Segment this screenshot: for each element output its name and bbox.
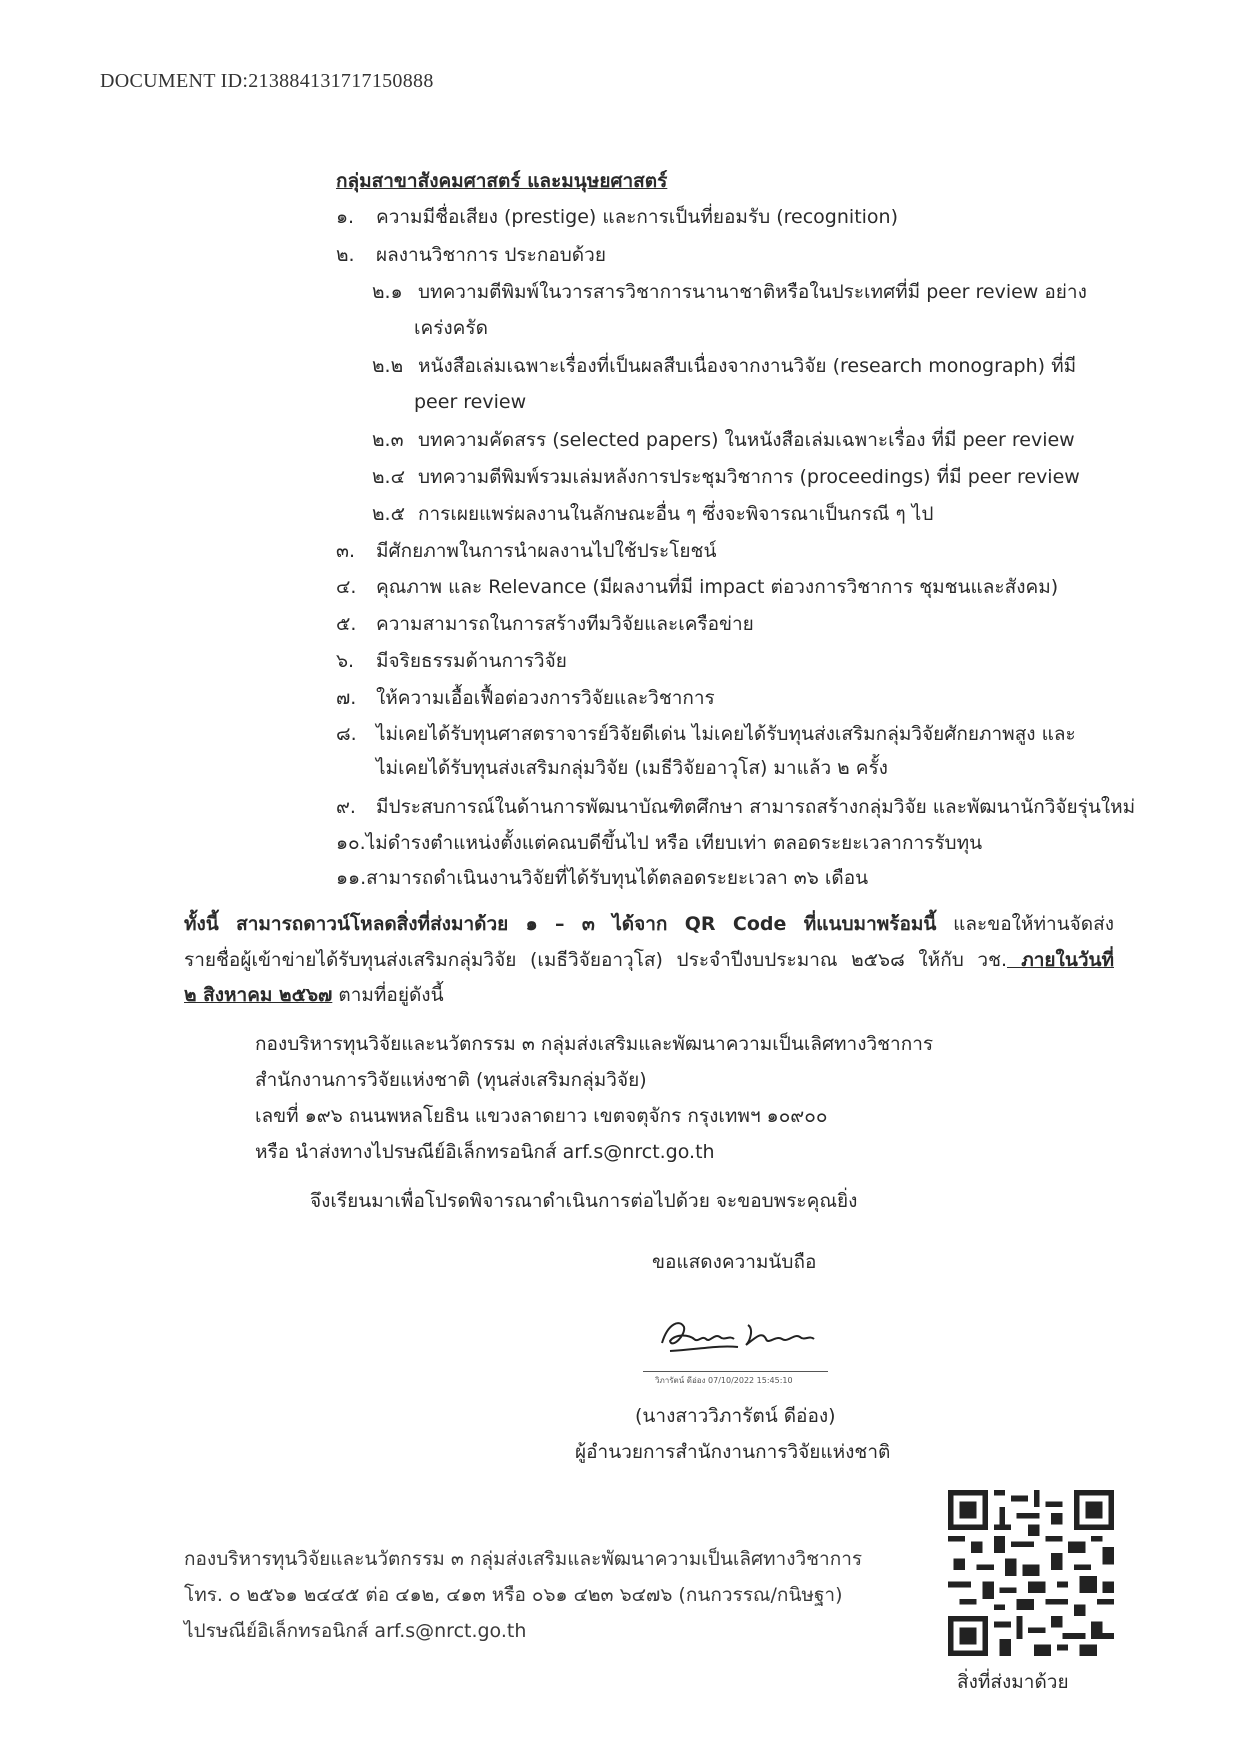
item-text: มีประสบการณ์ในด้านการพัฒนาบัณฑิตศึกษา สามารถสร้างกลุ่มวิจัย และพัฒนานักวิจัยรุ่นใหม่ xyxy=(376,796,1136,818)
sub-item-text: บทความตีพิมพ์รวมเล่มหลังการประชุมวิชาการ (proceedings) ที่มี peer review xyxy=(418,466,1080,488)
item-number: ๙. xyxy=(336,796,356,818)
item-text: ความมีชื่อเสียง (prestige) และการเป็นที่ยอมรับ (recognition) xyxy=(376,206,898,228)
item-text: มีจริยธรรมด้านการวิจัย xyxy=(376,650,567,672)
footer-line: โทร. ๐ ๒๕๖๑ ๒๔๔๕ ต่อ ๔๑๒, ๔๑๓ หรือ ๐๖๑ ๔๒๓ ๖๔๗๖ (กนกวรรณ/กนิษฐา) xyxy=(184,1584,843,1606)
paragraph-line-1 xyxy=(184,912,1114,936)
list-item xyxy=(336,686,715,710)
item-number: ๕. xyxy=(336,613,357,635)
paragraph-text: ตามที่อยู่ดังนี้ xyxy=(332,984,444,1006)
list-item xyxy=(336,575,1058,599)
sub-item-text: บทความตีพิมพ์ในวารสารวิชาการนานาชาติหรือในประเทศที่มี peer review อย่าง xyxy=(418,281,1087,303)
paragraph-text: และขอให้ท่านจัดส่ง xyxy=(936,913,1114,935)
item-text: ความสามารถในการสร้างทีมวิจัยและเครือข่าย xyxy=(376,613,754,635)
list-item xyxy=(336,866,868,890)
footer-line: กองบริหารทุนวิจัยและนวัตกรรม ๓ กลุ่มส่งเสริมและพัฒนาความเป็นเลิศทางวิชาการ xyxy=(184,1548,863,1570)
list-item xyxy=(336,795,1135,819)
sub-item xyxy=(372,465,1080,489)
item-number: ๑๐. xyxy=(336,832,366,854)
list-item xyxy=(336,831,982,855)
sub-item-text: การเผยแพร่ผลงานในลักษณะอื่น ๆ ซึ่งจะพิจารณาเป็นกรณี ๆ ไป xyxy=(418,503,934,525)
qr-caption: สิ่งที่ส่งมาด้วย xyxy=(957,1671,1069,1693)
item-text: ไม่เคยได้รับทุนศาสตราจารย์วิจัยดีเด่น ไม่เคยได้รับทุนส่งเสริมกลุ่มวิจัยศักยภาพสูง และ xyxy=(376,723,1076,745)
sub-item-number: ๒.๕ xyxy=(372,503,405,525)
regards-text: ขอแสดงความนับถือ xyxy=(652,1251,817,1273)
item-number: ๑๑. xyxy=(336,867,367,889)
sub-item-continuation: เคร่งครัด xyxy=(414,317,488,339)
item-number: ๔. xyxy=(336,576,357,598)
item-text: ให้ความเอื้อเฟื้อต่อวงการวิจัยและวิชาการ xyxy=(376,687,715,709)
list-item-continuation: ไม่เคยได้รับทุนส่งเสริมกลุ่มวิจัย (เมธีวิจัยอาวุโส) มาแล้ว ๒ ครั้ง xyxy=(376,757,888,779)
item-number: ๗. xyxy=(336,687,357,709)
deadline-date: ๒ สิงหาคม ๒๕๖๗ xyxy=(184,984,333,1006)
sub-item-continuation: peer review xyxy=(414,391,527,413)
sub-item-number: ๒.๑ xyxy=(372,281,403,303)
item-text: ผลงานวิชาการ ประกอบด้วย xyxy=(376,244,606,266)
section-heading: กลุ่มสาขาสังคมศาสตร์ และมนุษยศาสตร์ xyxy=(336,170,668,192)
address-line: กองบริหารทุนวิจัยและนวัตกรรม ๓ กลุ่มส่งเสริมและพัฒนาความเป็นเลิศทางวิชาการ xyxy=(255,1033,934,1055)
address-line: หรือ นำส่งทางไปรษณีย์อิเล็กทรอนิกส์ arf.s@nrct.go.th xyxy=(255,1141,715,1163)
item-number: ๒. xyxy=(336,244,355,266)
footer-line: ไปรษณีย์อิเล็กทรอนิกส์ arf.s@nrct.go.th xyxy=(184,1620,527,1642)
sub-item xyxy=(372,354,1076,378)
sub-item-number: ๒.๒ xyxy=(372,355,404,377)
item-number: ๖. xyxy=(336,650,355,672)
closing-text: จึงเรียนมาเพื่อโปรดพิจารณาดำเนินการต่อไปด้วย จะขอบพระคุณยิ่ง xyxy=(310,1190,858,1212)
qr-code xyxy=(948,1490,1114,1656)
item-number: ๑. xyxy=(336,206,355,228)
document-id: DOCUMENT ID:213884131717150888 xyxy=(100,70,434,92)
list-item xyxy=(336,539,716,563)
address-line: เลขที่ ๑๙๖ ถนนพหลโยธิน แขวงลาดยาว เขตจตุจักร กรุงเทพฯ ๑๐๙๐๐ xyxy=(255,1105,828,1127)
list-item xyxy=(336,205,898,229)
list-item xyxy=(336,649,567,673)
sub-item-text: บทความคัดสรร (selected papers) ในหนังสือเล่มเฉพาะเรื่อง ที่มี peer review xyxy=(418,429,1075,451)
sub-item xyxy=(372,280,1087,304)
item-text: ไม่ดำรงตำแหน่งตั้งแต่คณบดีขึ้นไป หรือ เทียบเท่า ตลอดระยะเวลาการรับทุน xyxy=(365,832,983,854)
signature-timestamp: วิภารัตน์ ดีอ่อง 07/10/2022 15:45:10 xyxy=(655,1376,793,1385)
item-text: คุณภาพ และ Relevance (มีผลงานที่มี impact ต่อวงการวิชาการ ชุมชนและสังคม) xyxy=(376,576,1059,598)
sub-item-text: หนังสือเล่มเฉพาะเรื่องที่เป็นผลสืบเนื่องจากงานวิจัย (research monograph) ที่มี xyxy=(418,355,1077,377)
list-item xyxy=(336,722,1076,746)
sub-item-number: ๒.๓ xyxy=(372,429,404,451)
paragraph-bold: ทั้งนี้ สามารถดาวน์โหลดสิ่งที่ส่งมาด้วย ๑ – ๓ ได้จาก QR Code ที่แนบมาพร้อมนี้ xyxy=(184,913,937,935)
sub-item xyxy=(372,428,1075,452)
list-item xyxy=(336,612,754,636)
item-text: สามารถดำเนินงานวิจัยที่ได้รับทุนได้ตลอดระยะเวลา ๓๖ เดือน xyxy=(366,867,869,889)
item-text: มีศักยภาพในการนำผลงานไปใช้ประโยชน์ xyxy=(376,540,717,562)
item-number: ๘. xyxy=(336,723,357,745)
sub-item xyxy=(372,502,933,526)
item-number: ๓. xyxy=(336,540,356,562)
paragraph-line-2 xyxy=(184,948,1114,972)
paragraph-text: รายชื่อผู้เข้าข่ายได้รับทุนส่งเสริมกลุ่มวิจัย (เมธีวิจัยอาวุโส) ประจำปีงบประมาณ ๒๕๖๘ ให้กับ วช. xyxy=(184,949,1008,971)
deadline-bold: ภายในวันที่ xyxy=(1007,949,1114,971)
sub-item-number: ๒.๔ xyxy=(372,466,405,488)
signer-title: ผู้อำนวยการสำนักงานการวิจัยแห่งชาติ xyxy=(575,1441,891,1463)
signer-name: (นางสาววิภารัตน์ ดีอ่อง) xyxy=(635,1405,836,1427)
signature-line xyxy=(643,1371,828,1372)
list-item xyxy=(336,243,606,267)
paragraph-line-3 xyxy=(184,983,444,1007)
address-line: สำนักงานการวิจัยแห่งชาติ (ทุนส่งเสริมกลุ่มวิจัย) xyxy=(255,1069,647,1091)
signature-image xyxy=(650,1305,820,1365)
